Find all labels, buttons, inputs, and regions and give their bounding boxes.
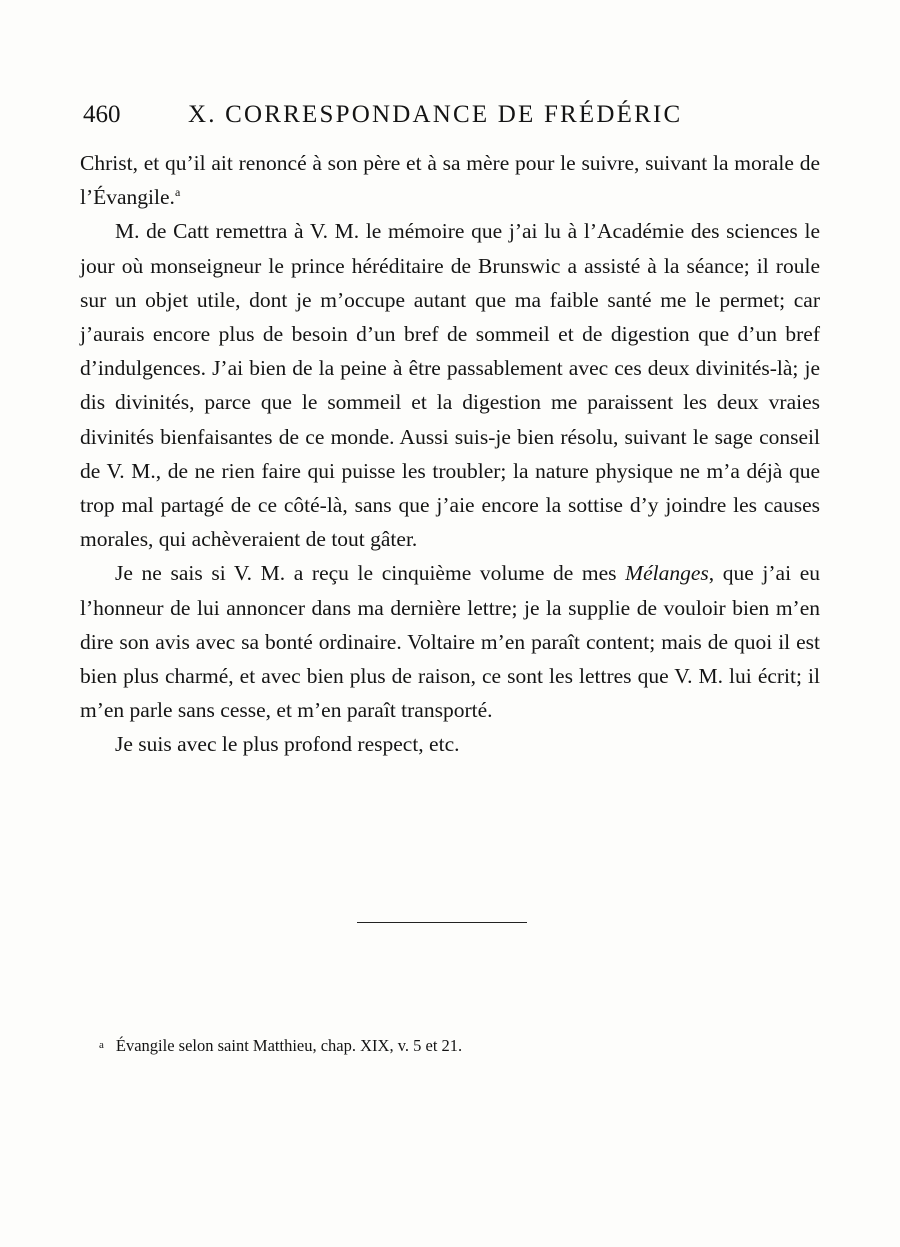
- running-title: X. CORRESPONDANCE DE FRÉDÉRIC: [188, 101, 683, 128]
- book-title-melanges: Mélanges: [625, 561, 709, 586]
- paragraph-3-end: , que j’ai eu l’honneur de lui annoncer dans ma dernière lettre; je la supplie de vouloir bien m’en dire son avis avec sa bonté ordinaire. Voltaire m’en paraît content; mais de quoi il est bien plus charmé, et avec bien plus de raison, ce sont les lettres que V. M. lui écrit; il m’en parle sans cesse, et m’en paraît transporté.: [80, 561, 820, 723]
- paragraph-3: [80, 556, 820, 727]
- paragraph-3-start: Je ne sais si V. M. a reçu le cinquième volume de mes: [115, 561, 626, 586]
- footnote-mark: a: [99, 1039, 104, 1051]
- footnote: [99, 1033, 799, 1058]
- paragraph-1: [80, 146, 820, 214]
- page-number: 460: [83, 101, 121, 128]
- footnote-reference: a: [174, 185, 181, 200]
- paragraph-1-text: Christ, et qu’il ait renoncé à son père et à sa mère pour le suivre, suivant la morale de l’Évangile.: [80, 151, 820, 210]
- body-text: [80, 146, 820, 762]
- closing-line: Je suis avec le plus profond respect, etc.: [115, 732, 460, 757]
- paragraph-2: M. de Catt remettra à V. M. le mémoire que j’ai lu à l’Académie des sciences le jour où monseigneur le prince héréditaire de Brunswic a assisté à la séance; il roule sur un objet utile, dont je m’occupe autant que ma faible santé me le permet; car j’aurais encore plus de besoin d’un bref de sommeil et de digestion que d’un bref d’indulgences. J’ai bien de la peine à être passablement avec ces deux divinités-là; je dis divinités, parce que le sommeil et la digestion me paraissent les deux vraies divinités bienfaisantes de ce monde. Aussi suis-je bien résolu, suivant le sage conseil de V. M., de ne rien faire qui puisse les troubler; la nature physique ne m’a déjà que trop mal partagé de ce côté-là, sans que j’aie encore la sottise d’y joindre les causes morales, qui achèveraient de tout gâter.: [80, 219, 820, 552]
- running-head: [83, 98, 823, 132]
- footnote-separator: [357, 922, 527, 923]
- footnote-text: Évangile selon saint Matthieu, chap. XIX, v. 5 et 21.: [115, 1036, 463, 1055]
